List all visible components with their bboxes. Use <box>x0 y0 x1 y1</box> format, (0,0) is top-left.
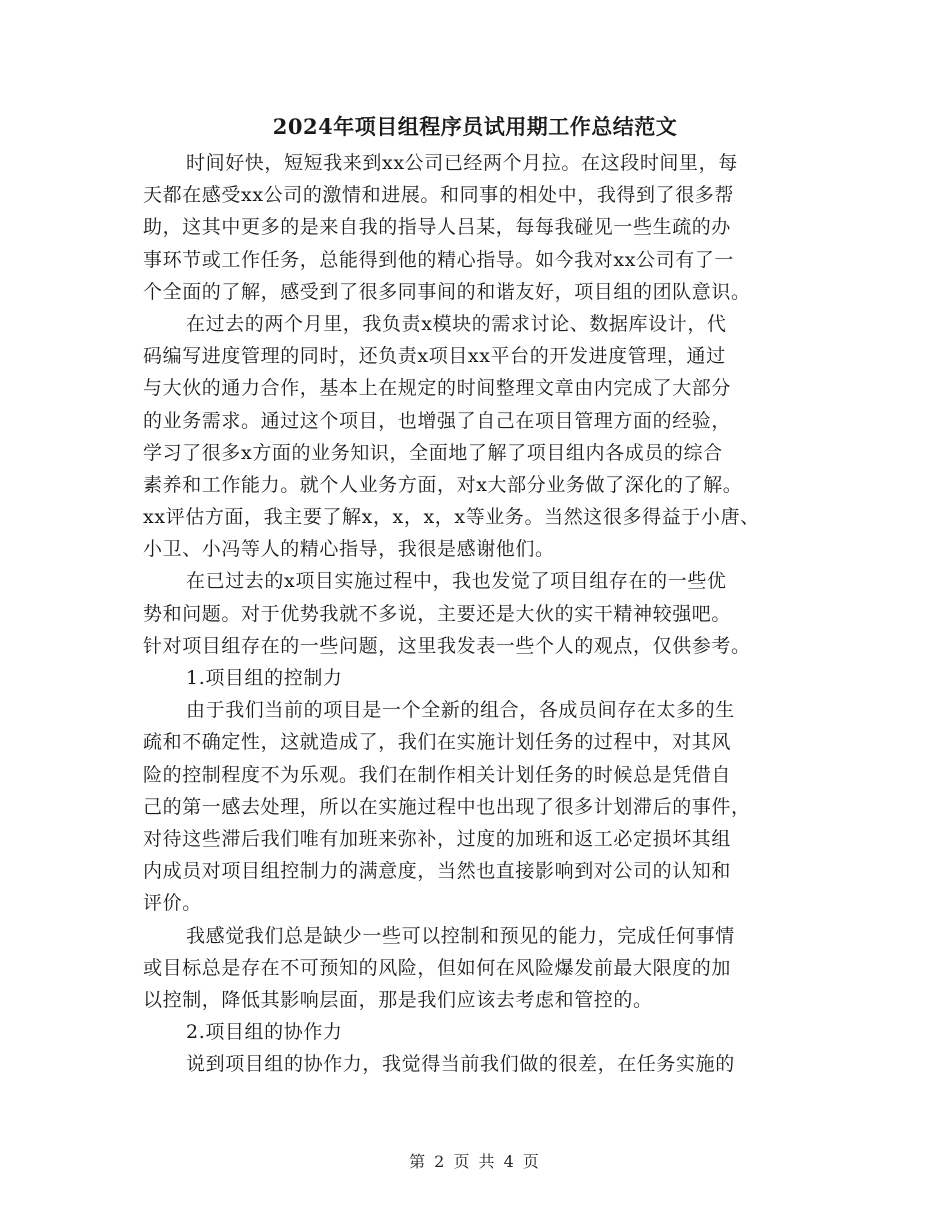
text-line: 势和问题。对于优势我就不多说，主要还是大伙的实干精神较强吧。 <box>143 602 732 625</box>
text-line: 1.项目组的控制力 <box>186 667 343 689</box>
text-line: 个全面的了解，感受到了很多同事间的和谐友好，项目组的团队意识。 <box>143 280 751 303</box>
text-line: 码编写进度管理的同时，还负责x项目xx平台的开发进度管理，通过 <box>143 345 726 368</box>
text-line: 助，这其中更多的是来自我的指导人吕某，每每我碰见一些生疏的办 <box>143 216 732 239</box>
text-line: 对待这些滞后我们唯有加班来弥补，过度的加班和返工必定损坏其组 <box>143 827 732 850</box>
text-line: 由于我们当前的项目是一个全新的组合，各成员间存在太多的生 <box>186 699 735 722</box>
text-line: 时间好快，短短我来到xx公司已经两个月拉。在这段时间里，每 <box>186 152 738 174</box>
text-line: 在过去的两个月里，我负责x模块的需求讨论、数据库设计，代 <box>186 312 727 335</box>
page-footer: 第 2 页 共 4 页 <box>409 1152 541 1171</box>
text-line: 己的第一感去处理，所以在实施过程中也出现了很多计划滞后的事件， <box>143 795 751 818</box>
text-line: 在已过去的x项目实施过程中，我也发觉了项目组存在的一些优 <box>186 570 727 593</box>
text-line: 针对项目组存在的一些问题，这里我发表一些个人的观点，仅供参考。 <box>143 634 751 657</box>
text-line: 小卫、小冯等人的精心指导，我很是感谢他们。 <box>143 538 555 561</box>
text-line: 险的控制程度不为乐观。我们在制作相关计划任务的时候总是凭借自 <box>143 763 732 786</box>
text-line: 以控制，降低其影响层面，那是我们应该去考虑和管控的。 <box>143 988 653 1011</box>
text-line: 或目标总是存在不可预知的风险，但如何在风险爆发前最大限度的加 <box>143 956 732 979</box>
document-body <box>143 147 823 1080</box>
text-line: xx评估方面，我主要了解x，x，x，x等业务。当然这很多得益于小唐、 <box>143 506 760 529</box>
text-line: 素养和工作能力。就个人业务方面，对x大部分业务做了深化的了解。 <box>143 473 743 496</box>
text-line: 的业务需求。通过这个项目，也增强了自己在项目管理方面的经验， <box>143 409 732 432</box>
text-line: 内成员对项目组控制力的满意度，当然也直接影响到对公司的认知和 <box>143 860 732 883</box>
text-line: 我感觉我们总是缺少一些可以控制和预见的能力，完成任何事情 <box>186 924 735 947</box>
text-line: 与大伙的通力合作，基本上在规定的时间整理文章由内完成了大部分 <box>143 377 732 400</box>
document-title: 2024年项目组程序员试用期工作总结范文 <box>272 114 678 139</box>
text-line: 说到项目组的协作力，我觉得当前我们做的很差，在任务实施的 <box>186 1053 735 1076</box>
text-line: 疏和不确定性，这就造成了，我们在实施计划任务的过程中，对其风 <box>143 731 732 754</box>
text-line: 事环节或工作任务，总能得到他的精心指导。如今我对xx公司有了一 <box>143 248 735 271</box>
text-line: 2.项目组的协作力 <box>186 1021 343 1044</box>
text-line: 天都在感受xx公司的激情和进展。和同事的相处中，我得到了很多帮 <box>143 184 735 207</box>
text-line: 评价。 <box>143 892 202 915</box>
text-line: 学习了很多x方面的业务知识，全面地了解了项目组内各成员的综合 <box>143 441 723 464</box>
